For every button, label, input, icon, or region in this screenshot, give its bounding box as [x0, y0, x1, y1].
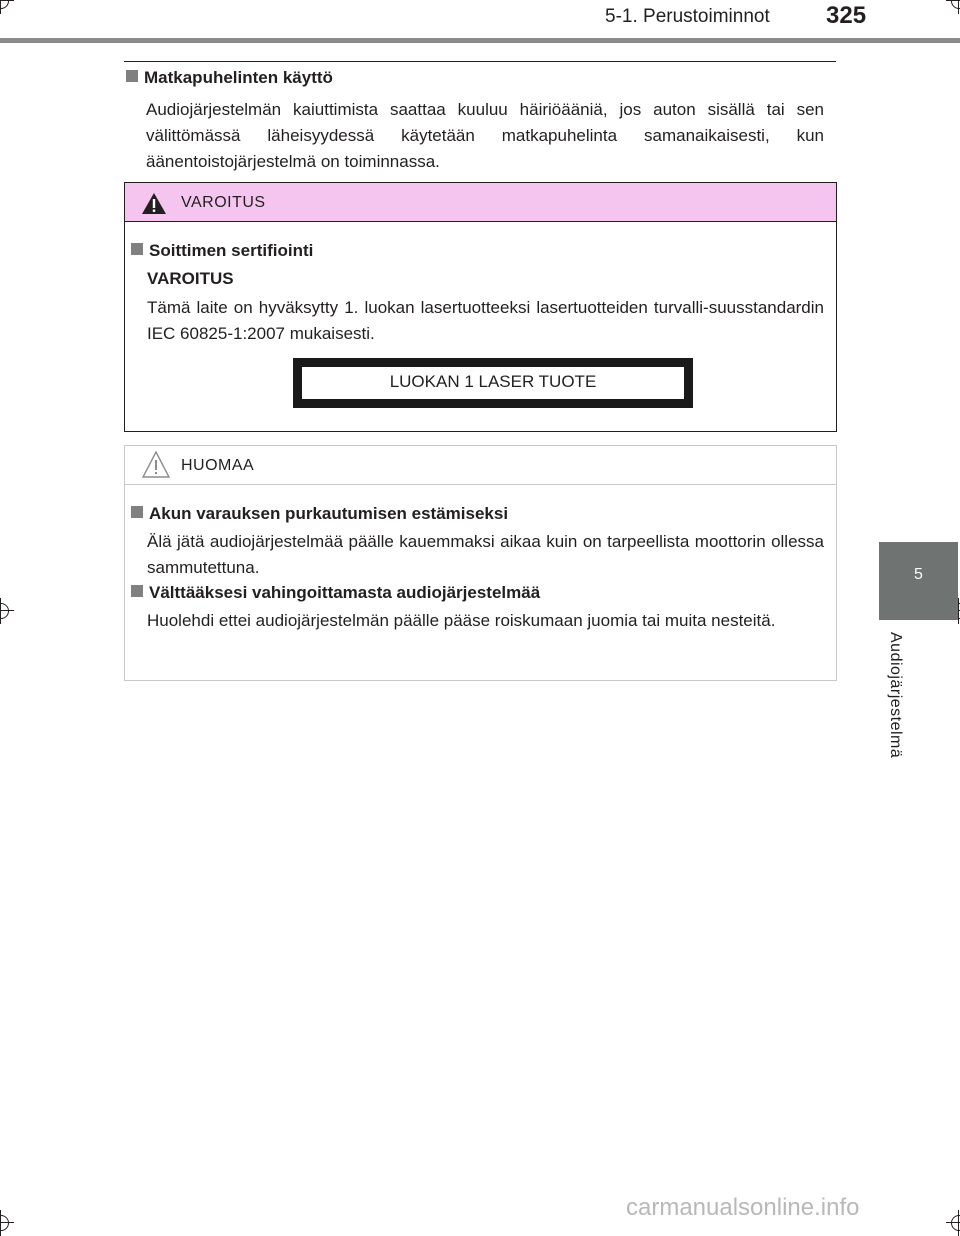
note-item-heading	[131, 583, 540, 603]
laser-label-frame	[293, 358, 693, 408]
square-bullet-icon	[131, 585, 143, 597]
crop-mark-top-left	[0, 0, 14, 14]
note-title: HUOMAA	[181, 457, 255, 474]
note-box	[124, 445, 837, 681]
warning-box	[124, 182, 837, 432]
note-item-body: Älä jätä audiojärjestelmää päälle kauemmaksi aikaa kuin on tarpeellista moottorin ollessa sammutettuna.	[147, 532, 824, 577]
section-heading	[126, 68, 333, 88]
chapter-tab	[879, 542, 958, 620]
warning-item-label: VAROITUS	[147, 269, 234, 288]
crop-mark-bottom-left	[0, 1210, 14, 1236]
section-heading-text: Matkapuhelinten käyttö	[144, 68, 333, 87]
crop-mark-left-middle	[0, 598, 14, 624]
warning-header	[125, 183, 836, 222]
warning-title: VAROITUS	[181, 194, 266, 211]
crop-mark-bottom-right	[946, 1210, 960, 1236]
note-item-heading	[131, 504, 508, 524]
page-number: 325	[826, 2, 867, 29]
square-bullet-icon	[131, 243, 143, 255]
warning-item-body: Tämä laite on hyväksytty 1. luokan lasertuotteeksi lasertuotteiden turvalli-suusstandardin IEC 60825-1:2007 mukaisesti.	[147, 298, 824, 343]
warning-item-heading-text: Soittimen sertifiointi	[149, 241, 314, 260]
square-bullet-icon	[131, 506, 143, 518]
note-item-heading-text: Akun varauksen purkautumisen estämiseksi	[149, 504, 509, 523]
caution-outline-triangle-icon	[141, 450, 171, 480]
chapter-label: Audiojärjestelmä	[887, 632, 904, 759]
warning-triangle-icon	[141, 192, 167, 215]
section-body: Audiojärjestelmän kaiuttimista saattaa kuuluu häiriöääniä, jos auton sisällä tai sen välittömässä läheisyydessä käytetään matkapuhelinta samanaikaisesti, kun äänentoistojärjestelmä on toiminnassa.	[146, 100, 824, 171]
running-header-section: 5-1. Perustoiminnot	[605, 6, 770, 27]
warning-item-heading	[131, 241, 313, 261]
chapter-number: 5	[914, 566, 923, 583]
crop-mark-top-right	[946, 0, 960, 14]
header-rule	[0, 38, 960, 43]
note-item-body: Huolehdi ettei audiojärjestelmän päälle pääse roiskumaan juomia tai muita nesteitä.	[147, 611, 776, 630]
note-item-heading-text: Välttääksesi vahingoittamasta audiojärjestelmää	[149, 583, 541, 602]
watermark: carmanualsonline.info	[626, 1194, 860, 1221]
square-bullet-icon	[126, 70, 138, 82]
section-rule	[124, 61, 836, 62]
laser-label-text: LUOKAN 1 LASER TUOTE	[302, 367, 684, 399]
note-header	[125, 446, 836, 485]
